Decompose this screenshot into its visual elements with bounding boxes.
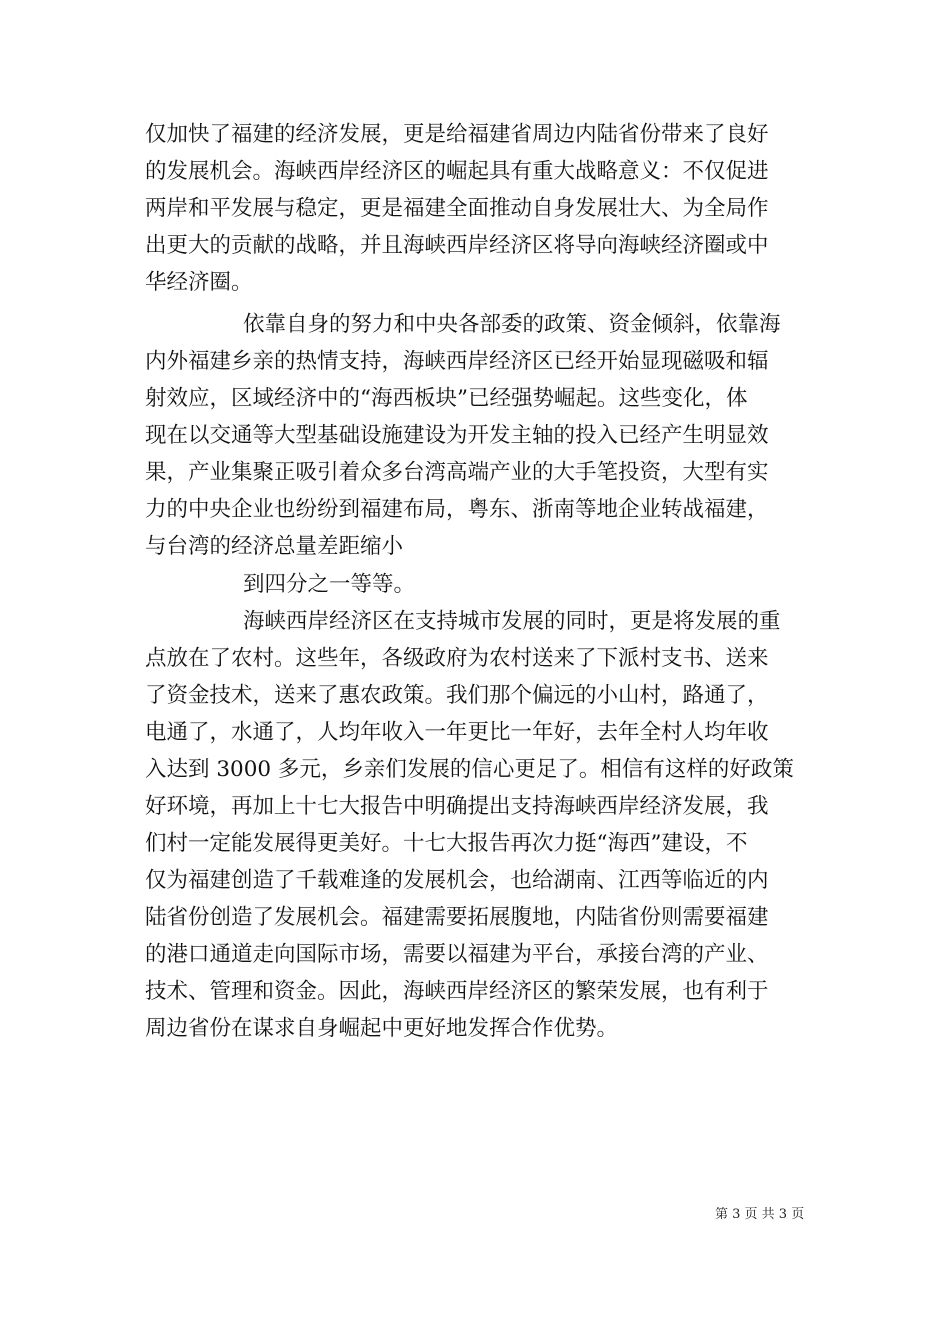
text-line: 出更大的贡献的战略，并且海峡西岸经济区将导向海峡经济圈或中 [145, 233, 769, 258]
text-line: 射效应，区域经济中的“海西板块”已经强势崛起。这些变化，体 [145, 386, 748, 411]
text-line: 海峡西岸经济区在支持城市发展的同时，更是将发展的重 [243, 609, 781, 634]
paragraph-1 [145, 116, 805, 301]
text-line: 仅为福建创造了千载难逢的发展机会，也给湖南、江西等临近的内 [145, 868, 769, 893]
text-line: 内外福建乡亲的热情支持，海峡西岸经济区已经开始显现磁吸和辐 [145, 349, 769, 374]
text-line: 与台湾的经济总量差距缩小 [145, 534, 404, 559]
text-line: 仅加快了福建的经济发展，更是给福建省周边内陆省份带来了良好 [145, 122, 769, 147]
text-line: 果，产业集聚正吸引着众多台湾高端产业的大手笔投资，大型有实 [145, 460, 769, 485]
text-line: 周边省份在谋求自身崛起中更好地发挥合作优势。 [145, 1016, 619, 1041]
text-line: 力的中央企业也纷纷到福建布局，粤东、浙南等地企业转战福建， [145, 497, 769, 522]
text-line: 入达到 3000 多元，乡亲们发展的信心更足了。相信有这样的好政策 [145, 757, 794, 782]
text-line: 了资金技术，送来了惠农政策。我们那个偏远的小山村，路通了， [145, 683, 769, 708]
text-line: 的港口通道走向国际市场，需要以福建为平台，承接台湾的产业、 [145, 942, 769, 967]
text-line: 点放在了农村。这些年，各级政府为农村送来了下派村支书、送来 [145, 646, 769, 671]
text-line: 现在以交通等大型基础设施建设为开发主轴的投入已经产生明显效 [145, 423, 769, 448]
paragraph-4 [145, 603, 805, 1047]
text-line: 两岸和平发展与稳定，更是福建全面推动自身发展壮大、为全局作 [145, 196, 769, 221]
text-line: 陆省份创造了发展机会。福建需要拓展腹地，内陆省份则需要福建 [145, 905, 769, 930]
text-line: 到四分之一等等。 [243, 572, 416, 597]
text-line: 华经济圈。 [145, 270, 253, 295]
text-line: 依靠自身的努力和中央各部委的政策、资金倾斜，依靠海 [243, 312, 781, 337]
paragraph-3 [145, 566, 805, 603]
page-number: 第 3 页 共 3 页 [715, 1207, 805, 1222]
text-line: 的发展机会。海峡西岸经济区的崛起具有重大战略意义：不仅促进 [145, 159, 769, 184]
text-line: 技术、管理和资金。因此，海峡西岸经济区的繁荣发展，也有利于 [145, 979, 769, 1004]
paragraph-2 [145, 306, 805, 565]
text-line: 电通了，水通了，人均年收入一年更比一年好，去年全村人均年收 [145, 720, 769, 745]
text-line: 好环境，再加上十七大报告中明确提出支持海峡西岸经济发展，我 [145, 794, 769, 819]
text-line: 们村一定能发展得更美好。十七大报告再次力挺“海西”建设，不 [145, 831, 748, 856]
